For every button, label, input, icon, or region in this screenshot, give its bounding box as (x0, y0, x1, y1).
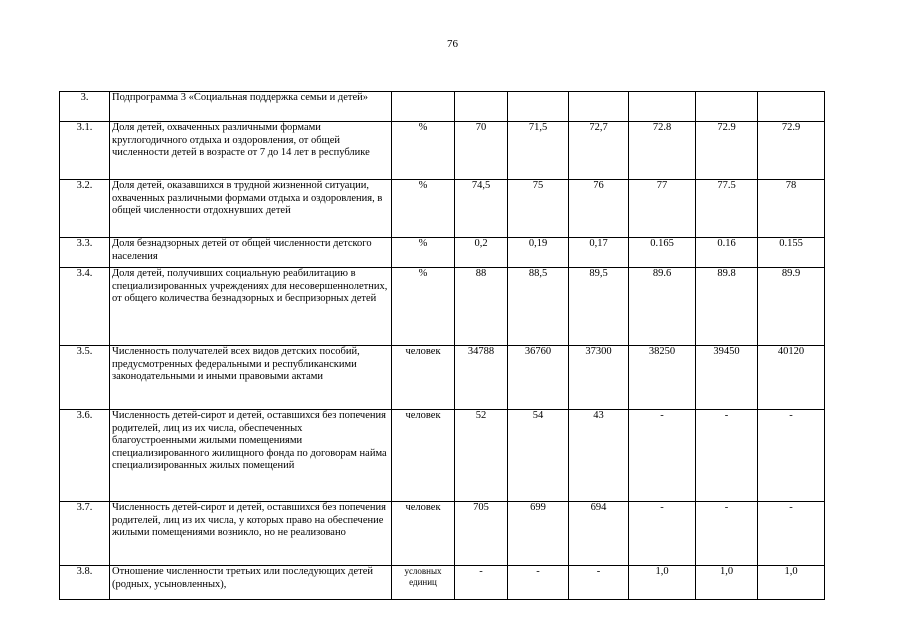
value-cell (508, 92, 569, 122)
value-cell: - (629, 410, 696, 502)
unit-cell: человек (392, 502, 455, 566)
table-row (60, 268, 825, 346)
value-cell: 77.5 (696, 180, 758, 238)
value-cell: 54 (508, 410, 569, 502)
value-cell: 694 (569, 502, 629, 566)
value-cell: 89.8 (696, 268, 758, 346)
row-number: 3. (60, 92, 110, 122)
row-number: 3.1. (60, 122, 110, 180)
indicator-name: Доля детей, оказавшихся в трудной жизненной ситуации, охваченных различными формами отдыха и оздоровления, в общей численности отдохнувших детей (110, 180, 392, 238)
table-row (60, 122, 825, 180)
table-row (60, 92, 825, 122)
unit-cell (392, 92, 455, 122)
value-cell: 0.165 (629, 238, 696, 268)
value-cell: 699 (508, 502, 569, 566)
value-cell (455, 92, 508, 122)
indicator-name: Доля детей, получивших социальную реабилитацию в специализированных учреждениях для несовершеннолетних, от общего количества безнадзорных и беспризорных детей (110, 268, 392, 346)
indicator-name: Доля детей, охваченных различными формами круглогодичного отдыха и оздоровления, от общей численности детей в возрасте от 7 до 14 лет в республике (110, 122, 392, 180)
value-cell: 89.6 (629, 268, 696, 346)
indicator-name: Численность детей-сирот и детей, оставшихся без попечения родителей, лиц из их числа, у которых право на обеспечение жилыми помещениями возникло, но не реализовано (110, 502, 392, 566)
value-cell: - (696, 410, 758, 502)
value-cell (696, 92, 758, 122)
value-cell: - (758, 410, 825, 502)
value-cell: 0,2 (455, 238, 508, 268)
value-cell: 40120 (758, 346, 825, 410)
table-row (60, 346, 825, 410)
value-cell: 1,0 (629, 566, 696, 600)
row-number: 3.8. (60, 566, 110, 600)
indicator-name: Отношение численности третьих или последующих детей (родных, усыновленных), (110, 566, 392, 600)
indicator-name: Доля безнадзорных детей от общей численности детского населения (110, 238, 392, 268)
table-row (60, 238, 825, 268)
unit-cell: человек (392, 410, 455, 502)
value-cell: 71,5 (508, 122, 569, 180)
page-number: 76 (447, 38, 458, 50)
row-number: 3.4. (60, 268, 110, 346)
value-cell: - (569, 566, 629, 600)
indicator-name: Подпрограмма 3 «Социальная поддержка семьи и детей» (110, 92, 392, 122)
value-cell (758, 92, 825, 122)
value-cell: 88 (455, 268, 508, 346)
row-number: 3.7. (60, 502, 110, 566)
value-cell: 0,19 (508, 238, 569, 268)
value-cell: - (758, 502, 825, 566)
value-cell: 43 (569, 410, 629, 502)
unit-cell: человек (392, 346, 455, 410)
value-cell (569, 92, 629, 122)
indicator-name: Численность детей-сирот и детей, оставшихся без попечения родителей, лиц из их числа, обеспеченных благоустроенными жилыми помещениями специализированного жилищного фонда по договорам найма специализированных жилых помещений (110, 410, 392, 502)
value-cell: 78 (758, 180, 825, 238)
value-cell: 0.155 (758, 238, 825, 268)
value-cell: 0.16 (696, 238, 758, 268)
value-cell: 1,0 (758, 566, 825, 600)
value-cell (629, 92, 696, 122)
value-cell: 72.9 (696, 122, 758, 180)
value-cell: 37300 (569, 346, 629, 410)
value-cell: 72.8 (629, 122, 696, 180)
value-cell: 70 (455, 122, 508, 180)
unit-cell: % (392, 122, 455, 180)
value-cell: - (455, 566, 508, 600)
value-cell: 72.9 (758, 122, 825, 180)
value-cell: 39450 (696, 346, 758, 410)
row-number: 3.5. (60, 346, 110, 410)
value-cell: 0,17 (569, 238, 629, 268)
value-cell: 72,7 (569, 122, 629, 180)
value-cell: 89,5 (569, 268, 629, 346)
value-cell: - (696, 502, 758, 566)
unit-cell: % (392, 180, 455, 238)
value-cell: 74,5 (455, 180, 508, 238)
indicators-table (59, 91, 825, 600)
value-cell: - (629, 502, 696, 566)
indicator-name: Численность получателей всех видов детских пособий, предусмотренных федеральными и республиканскими законодательными и иными правовыми актами (110, 346, 392, 410)
row-number: 3.3. (60, 238, 110, 268)
unit-cell: условных единиц (392, 566, 455, 600)
table-row (60, 502, 825, 566)
value-cell: 705 (455, 502, 508, 566)
unit-cell: % (392, 238, 455, 268)
value-cell: 77 (629, 180, 696, 238)
value-cell: 76 (569, 180, 629, 238)
value-cell: 75 (508, 180, 569, 238)
table-row (60, 410, 825, 502)
unit-cell: % (392, 268, 455, 346)
value-cell: 88,5 (508, 268, 569, 346)
table-row (60, 566, 825, 600)
table-row (60, 180, 825, 238)
value-cell: 38250 (629, 346, 696, 410)
value-cell: - (508, 566, 569, 600)
value-cell: 1,0 (696, 566, 758, 600)
value-cell: 36760 (508, 346, 569, 410)
row-number: 3.6. (60, 410, 110, 502)
row-number: 3.2. (60, 180, 110, 238)
value-cell: 89.9 (758, 268, 825, 346)
value-cell: 52 (455, 410, 508, 502)
value-cell: 34788 (455, 346, 508, 410)
